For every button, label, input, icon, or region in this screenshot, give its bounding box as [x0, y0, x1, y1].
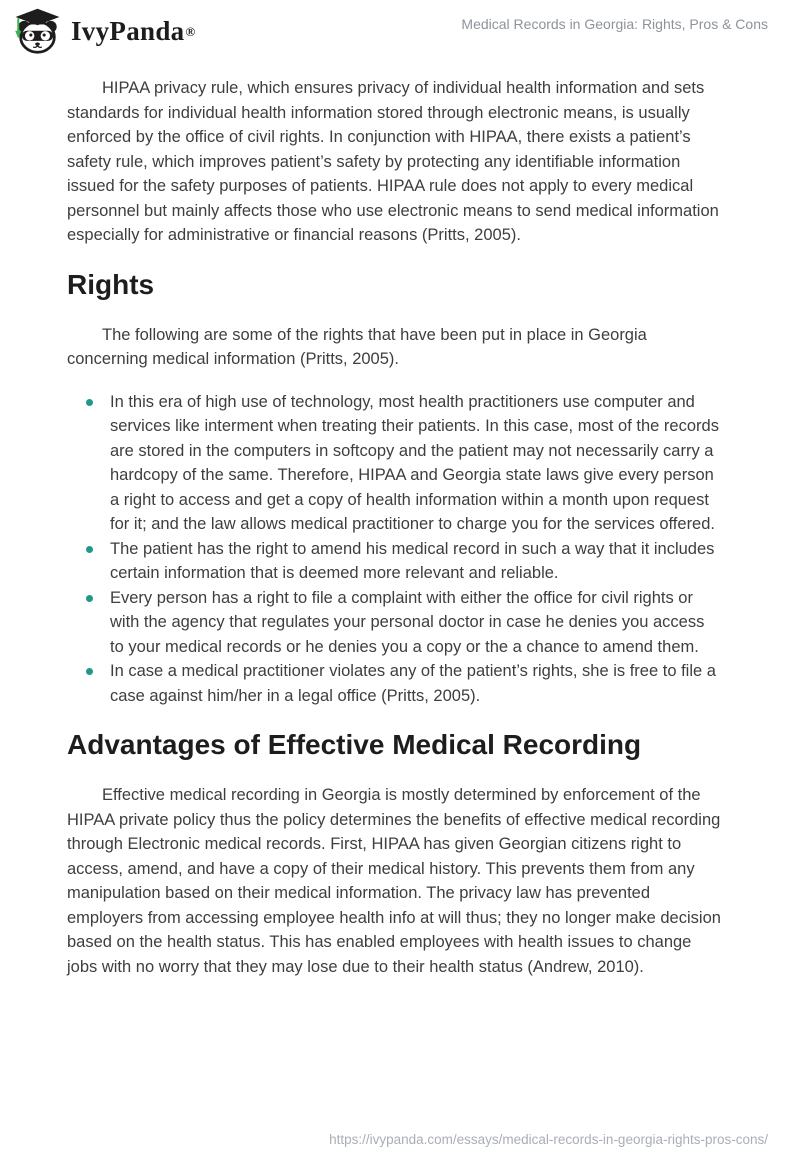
- paragraph-advantages: Effective medical recording in Georgia is mostly determined by enforcement of the HIPAA private policy thus the policy determines the benefits of effective medical recording through Electronic medical records. First, HIPAA has given Georgian citizens right to access, amend, and have a copy of their medical history. This prevents them from any manipulation based on their medical information. The privacy law has prevented employers from accessing employee health info at will thus; they no longer make decision based on the health status. This has enabled employees with health issues to change jobs with no worry that they may lose due to their health status (Andrew, 2010).: [67, 786, 721, 976]
- document-title: Medical Records in Georgia: Rights, Pros & Cons: [461, 16, 768, 32]
- heading-rights: Rights: [67, 268, 155, 300]
- heading-advantages: Advantages of Effective Medical Recording: [67, 729, 642, 760]
- source-url: https://ivypanda.com/essays/medical-records-in-georgia-rights-pros-cons/: [329, 1132, 768, 1147]
- page-header: [0, 0, 800, 58]
- panda-graduate-icon: [14, 8, 61, 55]
- logo-registered-mark: ®: [185, 23, 196, 39]
- ivypanda-logo: [14, 8, 195, 55]
- page-footer: [0, 1132, 800, 1160]
- paragraph-hipaa-intro: HIPAA privacy rule, which ensures privacy of individual health information and sets standards for individual health information stored through electronic means, is usually enforced by the office of civil rights. In conjunction with HIPAA, there exists a patient’s safety rule, which improves patient’s safety by protecting any identifiable information issued for the safety purposes of patients. HIPAA rule does not apply to every medical personnel but mainly affects those who use electronic means to send medical information especially for administrative or financial reasons (Pritts, 2005).: [67, 79, 719, 244]
- logo-text: IvyPanda: [71, 16, 185, 46]
- rights-list: [67, 390, 722, 709]
- list-item: Every person has a right to file a complaint with either the office for civil rights or with the agency that regulates your personal doctor in case he denies you access to your medical records or he denies you a copy or the a chance to amend them.: [110, 586, 722, 660]
- document-body: [0, 76, 800, 979]
- list-item: In this era of high use of technology, most health practitioners use computer and services like interment when treating their patients. In this case, most of the records are stored in the computers in softcopy and the patient may not necessarily carry a hardcopy of the same. Therefore, HIPAA and Georgia state laws give every person a right to access and get a copy of health information within a month upon request for it; and the law allows medical practitioner to charge you for the services offered.: [110, 390, 722, 537]
- paragraph-rights-intro: The following are some of the rights that have been put in place in Georgia concerning medical information (Pritts, 2005).: [67, 325, 647, 368]
- list-item: In case a medical practitioner violates any of the patient’s rights, she is free to file a case against him/her in a legal office (Pritts, 2005).: [110, 659, 722, 708]
- list-item: The patient has the right to amend his medical record in such a way that it includes certain information that is deemed more relevant and reliable.: [110, 537, 722, 586]
